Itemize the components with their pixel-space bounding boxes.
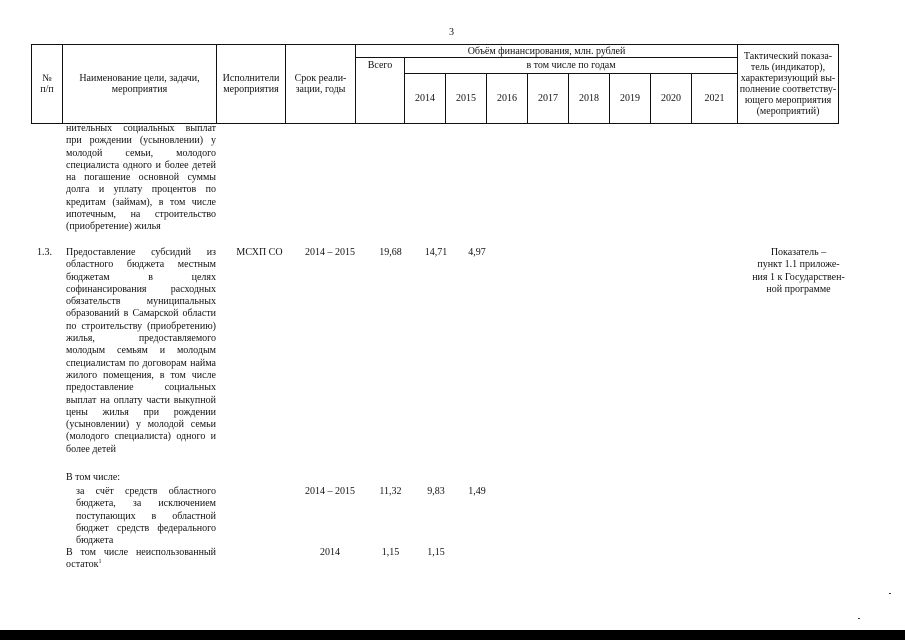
regional-2014: 9,83 (427, 486, 445, 497)
item-name: Предоставление субсидий из областного бюджета местным бюджетам в целях софинансирования расходных обязательств муниципальных образований в Самарской области по строительству (приобретению) жилья, предоставляемого молодым семьям и молодым специалистам по договорам найма жилого помещения, в том числе предоставление социальных выплат на оплату части выкупной цены жилья при рождении (усыновлении) у молодой семьи (молодого специалиста) одного и более детей (66, 247, 216, 455)
item-indicator: Показатель – пункт 1.1 приложе- ния 1 к Государствен- ной программе (752, 247, 845, 295)
scan-speck (858, 618, 860, 619)
header-year: 2015 (446, 74, 487, 124)
item-2015: 4,97 (468, 247, 486, 258)
table-header (31, 44, 839, 124)
header-year: 2017 (528, 74, 569, 124)
regional-period: 2014 – 2015 (305, 486, 355, 497)
item-total: 19,68 (379, 247, 402, 258)
header-indicator: Тактический показа- тель (индикатор), характеризующий вы- полнение соответству- ющего мероприятия (мероприятий) (738, 45, 839, 124)
item-period: 2014 – 2015 (305, 247, 355, 258)
header-period: Срок реали- зации, годы (286, 45, 356, 124)
unused-name (66, 547, 216, 572)
continuation-text: нительных социальных выплат при рождении (усыновлении) у молодой семьи, молодого специалиста одного и более детей на погашение основной суммы долга и уплату процентов по кредитам (займам), в том числе ипотечным, на строительство (приобретение) жилья (66, 123, 216, 233)
item-executor: МСХП СО (236, 247, 283, 258)
header-year: 2018 (569, 74, 610, 124)
unused-2014: 1,15 (427, 547, 445, 558)
item-number: 1.3. (37, 247, 52, 258)
header-year: 2016 (487, 74, 528, 124)
regional-2015: 1,49 (468, 486, 486, 497)
unused-period: 2014 (320, 547, 340, 558)
header-year: 2021 (692, 74, 738, 124)
unused-total: 1,15 (381, 547, 400, 558)
scan-speck (889, 593, 891, 594)
including-label: В том числе: (66, 472, 121, 483)
header-funding: Объём финансирования, млн. рублей (356, 45, 738, 58)
footnote-mark: 1 (98, 559, 102, 566)
header-year: 2019 (610, 74, 651, 124)
page-number: 3 (449, 27, 454, 38)
header-total: Всего (356, 58, 405, 124)
header-name: Наименование цели, задачи, мероприятия (63, 45, 217, 124)
unused-name-text: В том числе неиспользованный остаток (66, 547, 216, 571)
header-executors: Исполнители мероприятия (217, 45, 286, 124)
header-year: 2020 (651, 74, 692, 124)
regional-total: 11,32 (379, 486, 402, 497)
header-year: 2014 (405, 74, 446, 124)
scan-border (0, 630, 905, 640)
header-num: № п/п (32, 45, 63, 124)
header-by-years: в том числе по годам (405, 58, 738, 74)
item-2014: 14,71 (424, 247, 448, 258)
regional-name: за счёт средств областного бюджета, за исключением поступающих в областной бюджет средств федерального бюджета (76, 486, 216, 547)
